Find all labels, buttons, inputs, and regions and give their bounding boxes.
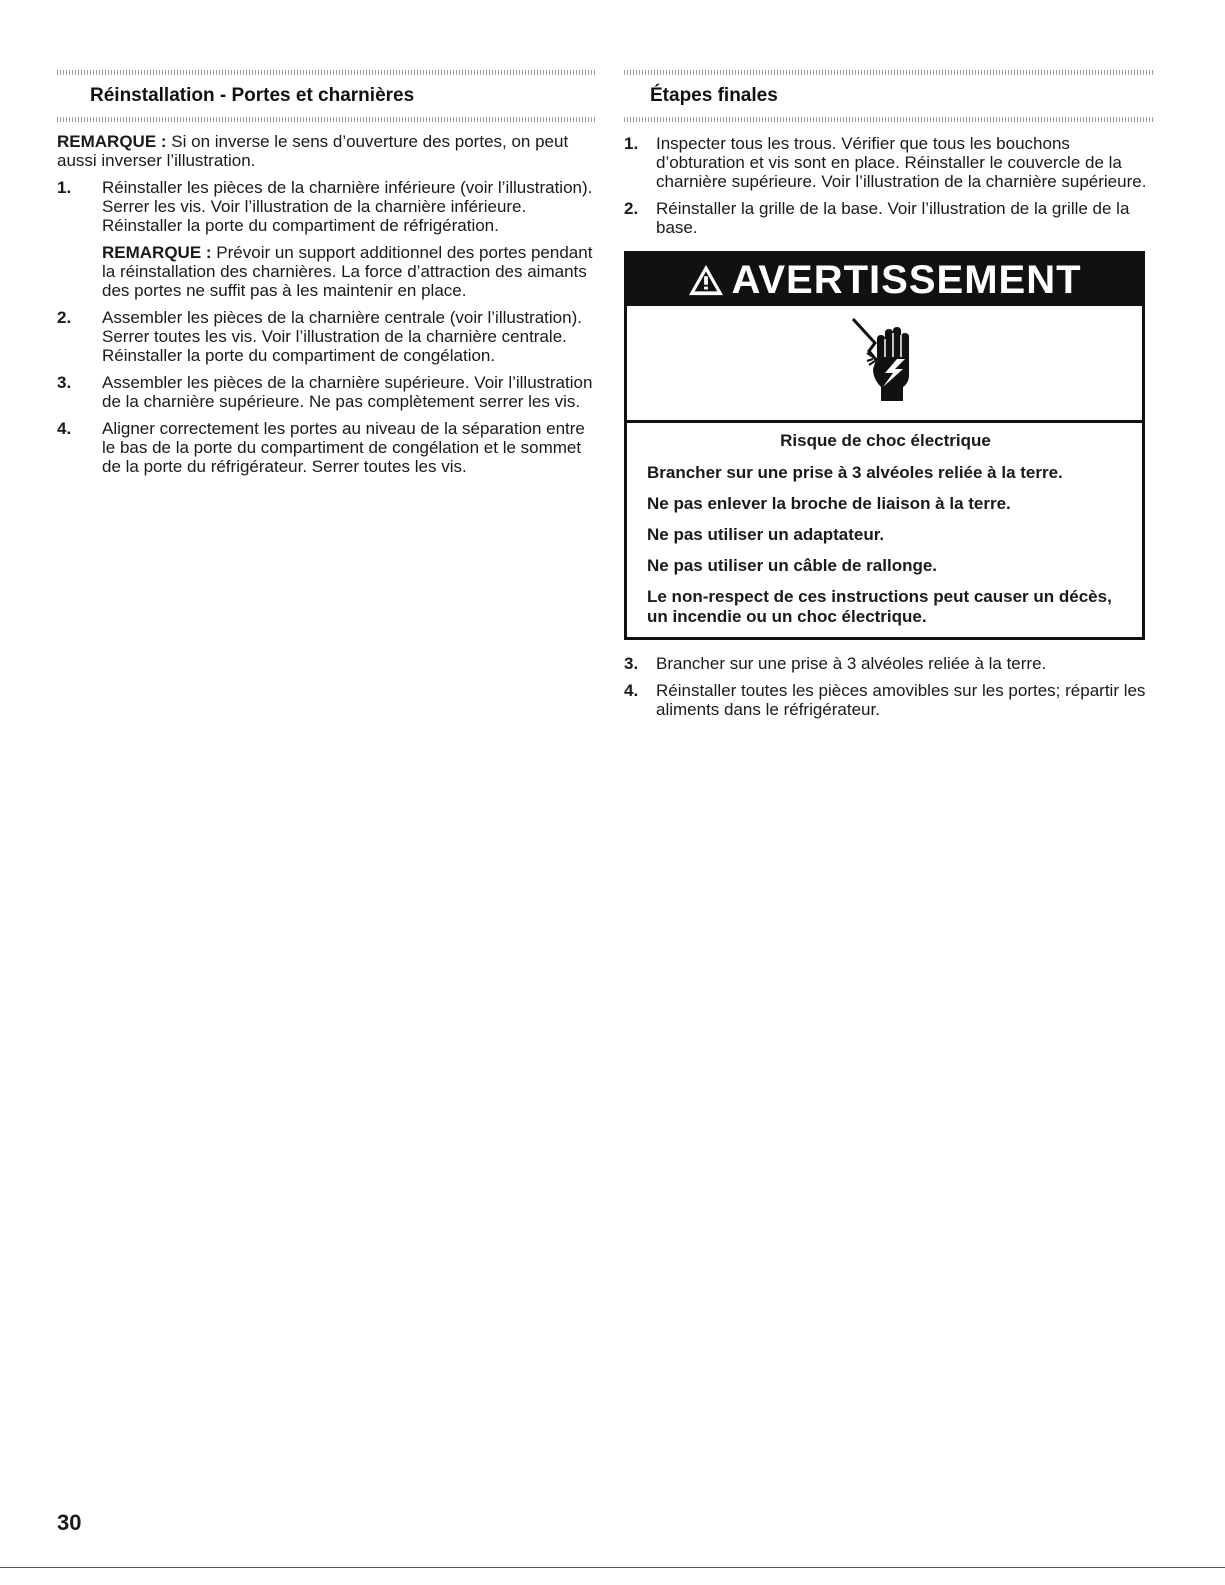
note-text: Si on inverse le sens d’ouverture des portes, on peut aussi inverser l’illustration. (57, 132, 569, 170)
warning-line: Ne pas utiliser un adaptateur. (647, 525, 885, 544)
page-bottom-line (0, 1567, 1225, 1568)
step-item (624, 654, 1154, 673)
warning-box (624, 251, 1145, 640)
step-item (57, 373, 595, 411)
step-note-lead: REMARQUE : (102, 243, 212, 262)
step-number: 2. (624, 199, 639, 218)
electric-shock-hand-icon (845, 313, 925, 413)
note-lead: REMARQUE : (57, 132, 167, 151)
step-note-text: Prévoir un support additionnel des portes pendant la réinstallation des charnières. La force d’attraction des aimants des portes ne suffit pas à les maintenir en place. (102, 243, 593, 300)
step-text: Réinstaller toutes les pièces amovibles sur les portes; répartir les aliments dans le réfrigérateur. (656, 681, 1146, 719)
step-number: 4. (624, 681, 639, 700)
left-column (57, 70, 595, 484)
final-steps (624, 134, 1154, 237)
title-rule-bottom (624, 117, 1154, 122)
step-note (102, 243, 595, 300)
section-title-final-steps: Étapes finales (650, 85, 778, 106)
warning-icon-area (627, 306, 1142, 423)
step-text: Réinstaller les pièces de la charnière inférieure (voir l’illustration). Serrer les vis. Voir l’illustration de la charnière inférieure. Réinstaller la porte du compartiment de réfrigération. (102, 178, 593, 235)
step-item (624, 199, 1154, 237)
step-item (57, 419, 595, 476)
warning-line: Ne pas utiliser un câble de rallonge. (647, 556, 938, 575)
step-text: Brancher sur une prise à 3 alvéoles reliée à la terre. (656, 654, 1047, 673)
warning-triangle-icon (687, 263, 725, 297)
warning-line: Ne pas enlever la broche de liaison à la terre. (647, 494, 1011, 513)
step-item (57, 178, 595, 300)
final-steps-continued (624, 654, 1154, 719)
warning-body (627, 423, 1142, 637)
step-number: 2. (57, 308, 72, 327)
step-number: 1. (624, 134, 639, 153)
step-text: Inspecter tous les trous. Vérifier que tous les bouchons d’obturation et vis sont en place. Réinstaller le couvercle de la charnière supérieure. Voir l’illustration de la charnière supérieure. (656, 134, 1147, 191)
right-column (624, 70, 1154, 727)
warning-heading: AVERTISSEMENT (731, 257, 1082, 302)
step-item (624, 681, 1154, 719)
step-body (102, 178, 595, 300)
page-number: 30 (57, 1510, 82, 1535)
warning-header (627, 254, 1142, 306)
intro-note (57, 132, 595, 170)
step-item (57, 308, 595, 365)
step-number: 4. (57, 419, 72, 438)
step-number: 3. (624, 654, 639, 673)
title-rule-top (624, 70, 1154, 75)
step-text: Assembler les pièces de la charnière centrale (voir l’illustration). Serrer toutes les vis. Voir l’illustration de la charnière centrale. Réinstaller la porte du compartiment de congélation. (102, 308, 582, 365)
title-rule-top (57, 70, 595, 75)
warning-line: Brancher sur une prise à 3 alvéoles reliée à la terre. (647, 463, 1063, 482)
step-number: 1. (57, 178, 72, 197)
title-rule-bottom (57, 117, 595, 122)
section-title-reinstallation: Réinstallation - Portes et charnières (90, 85, 415, 106)
step-item (624, 134, 1154, 191)
step-text: Réinstaller la grille de la base. Voir l’illustration de la grille de la base. (656, 199, 1130, 237)
warning-title: Risque de choc électrique (780, 431, 991, 450)
step-text: Aligner correctement les portes au niveau de la séparation entre le bas de la porte du compartiment de congélation et le sommet de la porte du réfrigérateur. Serrer toutes les vis. (102, 419, 585, 476)
reinstallation-steps (57, 178, 595, 476)
step-number: 3. (57, 373, 72, 392)
step-text: Assembler les pièces de la charnière supérieure. Voir l’illustration de la charnière supérieure. Ne pas complètement serrer les vis. (102, 373, 593, 411)
warning-line: Le non-respect de ces instructions peut causer un décès, un incendie ou un choc électrique. (647, 587, 1112, 626)
